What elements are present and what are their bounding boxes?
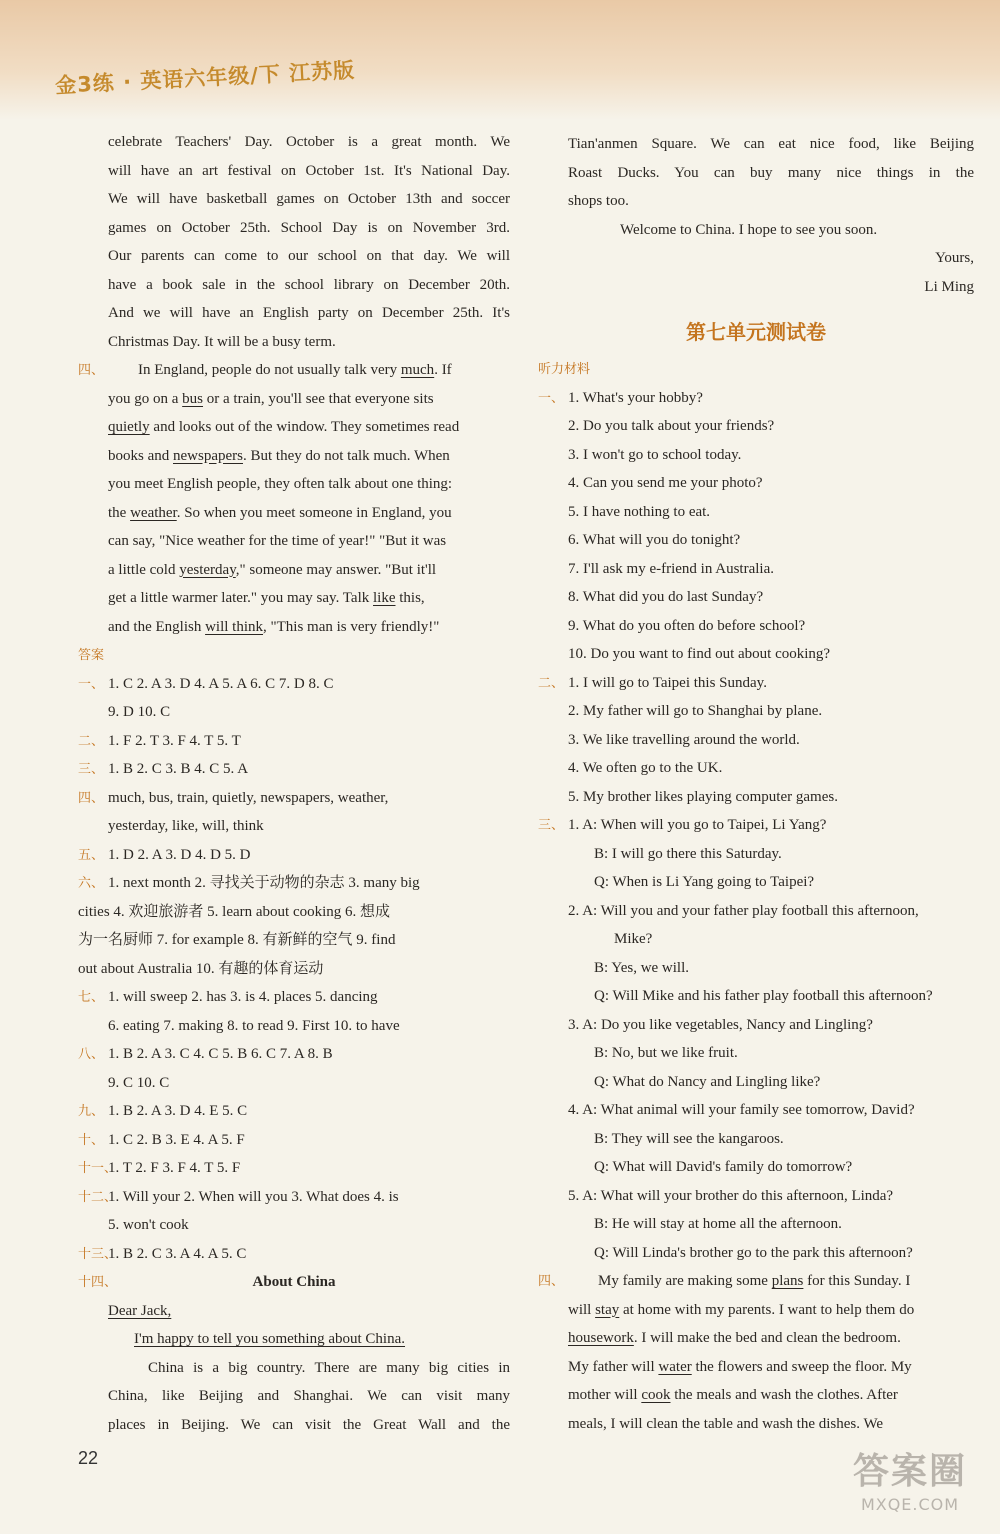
section-marker: 四、	[78, 363, 105, 378]
passage-line: meals, I will clean the table and wash the dishes. We	[568, 1415, 884, 1432]
book-title: 金3练 · 英语六年级/下 江苏版	[54, 58, 356, 98]
answer-line: 1. B 2. C 3. B 4. C 5. A	[108, 761, 249, 777]
listening-item: 1. I will go to Taipei this Sunday.	[568, 674, 767, 691]
answer-line: 1. D 2. A 3. D 4. D 5. D	[108, 846, 251, 863]
dialogue-line: A: Do you like vegetables, Nancy and Lingling?	[582, 1016, 873, 1033]
essay-salutation: Dear Jack,	[108, 1302, 172, 1319]
intro-paragraph	[78, 128, 510, 356]
header-band	[0, 0, 1000, 120]
section-marker: 一、	[538, 390, 565, 406]
listening-item: 4. We often go to the UK.	[568, 760, 723, 776]
answer-line: yesterday, like, will, think	[108, 818, 264, 834]
dialogue-line: B: I will go there this Saturday.	[594, 845, 782, 862]
text-line: Our parents can come to our school on that day. We will	[108, 248, 510, 264]
dialogue-line: Q: What will David's family do tomorrow?	[594, 1159, 853, 1175]
essay-line: shops too.	[568, 193, 629, 209]
essay-line: China, like Beijing and Shanghai. We can visit many	[108, 1388, 510, 1404]
dialogue-line: Q: Will Mike and his father play football this afternoon?	[594, 988, 933, 1004]
passage-line: you go on a bus or a train, you'll see that everyone sits	[108, 390, 434, 407]
listening-item: 4. Can you send me your photo?	[568, 475, 763, 491]
passage-line: can say, "Nice weather for the time of year!" "But it was	[108, 533, 447, 549]
passage-line: quietly and looks out of the window. They sometimes read	[108, 419, 460, 435]
dialogue-line: A: When will you go to Taipei, Li Yang?	[582, 817, 827, 833]
dialogue-line: B: No, but we like fruit.	[594, 1045, 738, 1061]
essay-line: Roast Ducks. You can buy many nice things in the	[568, 164, 974, 181]
essay-line: Tian'anmen Square. We can eat nice food, like Beijing	[568, 136, 974, 152]
dialogue-line: Q: Will Linda's brother go to the park this afternoon?	[594, 1244, 913, 1261]
watermark-logo: 答案圈 MXQE.COM	[852, 1451, 967, 1514]
unit-test-title: 第七单元测试卷	[686, 320, 826, 344]
listening-item: 3. We like travelling around the world.	[568, 731, 800, 748]
text-line: And we will have an English party on December 25th. It's	[108, 305, 510, 321]
answer-line: 1. B 2. A 3. D 4. E 5. C	[108, 1103, 248, 1119]
page-number: 22	[78, 1448, 99, 1468]
passage-line: a little cold yesterday," someone may answer. "But it'll	[108, 561, 437, 578]
text-line: celebrate Teachers' Day. October is a great month. We	[108, 134, 510, 150]
answer-line: 9. D 10. C	[108, 704, 171, 720]
answer-line: 1. will sweep 2. has 3. is 4. places 5. dancing	[108, 989, 378, 1005]
answer-line: 5. won't cook	[108, 1217, 189, 1233]
passage-line: mother will cook the meals and wash the clothes. After	[568, 1387, 898, 1403]
answer-line: 6. eating 7. making 8. to read 9. First 10. to have	[108, 1017, 400, 1034]
answer-line: 1. B 2. C 3. A 4. A 5. C	[108, 1245, 247, 1262]
listening-item: 8. What did you do last Sunday?	[568, 589, 764, 605]
passage-line: books and newspapers. But they do not talk much. When	[108, 447, 450, 464]
dialogue-line: A: Will you and your father play football this afternoon,	[582, 902, 919, 919]
essay-line: China is a big country. There are many big cities in	[148, 1359, 510, 1376]
essay-sign-yours: Yours,	[935, 250, 974, 266]
text-line: games on October 25th. School Day is on November 3rd.	[108, 219, 510, 236]
right-column	[538, 130, 974, 1438]
answer-line: 1. C 2. B 3. E 4. A 5. F	[108, 1131, 245, 1148]
dialogue-line: Q: What do Nancy and Lingling like?	[594, 1073, 821, 1090]
answer-line: 1. Will your 2. When will you 3. What does 4. is	[108, 1188, 399, 1205]
dialogue-line: B: Yes, we will.	[594, 959, 690, 976]
listening-item: 10. Do you want to find out about cooking?	[568, 646, 831, 662]
answer-line: cities 4. 欢迎旅游者 5. learn about cooking 6. 想成	[78, 903, 391, 920]
text-line: Christmas Day. It will be a busy term.	[108, 333, 336, 350]
essay-line: places in Beijing. We can visit the Great Wall and the	[108, 1416, 510, 1433]
answer-line: 1. next month 2. 寻找关于动物的杂志 3. many big	[108, 875, 420, 891]
essay-intro: I'm happy to tell you something about China.	[134, 1331, 406, 1347]
passage-line: and the English will think, "This man is very friendly!"	[108, 618, 440, 635]
listening-part-2	[538, 669, 974, 812]
essay-closing: Welcome to China. I hope to see you soon.	[620, 221, 878, 238]
dialogue-line: Q: When is Li Yang going to Taipei?	[594, 874, 815, 890]
answer-line: out about Australia 10. 有趣的体育运动	[78, 960, 324, 977]
essay-title: About China	[252, 1274, 336, 1290]
section-marker: 二、	[538, 675, 565, 691]
listening-item: 7. I'll ask my e-friend in Australia.	[568, 560, 774, 577]
dialogue-line: B: They will see the kangaroos.	[594, 1130, 784, 1147]
left-column	[78, 128, 510, 1439]
listening-item: 1. What's your hobby?	[568, 389, 703, 406]
listening-part-1	[538, 384, 974, 669]
answer-line: 1. C 2. A 3. D 4. A 5. A 6. C 7. D 8. C	[108, 675, 334, 692]
answer-line: 1. T 2. F 3. F 4. T 5. F	[108, 1160, 241, 1176]
passage-line: will stay at home with my parents. I want to help them do	[568, 1301, 915, 1318]
dialogue-line: Mike?	[614, 931, 653, 947]
listening-label: 听力材料	[538, 362, 591, 377]
answer-line: 1. B 2. A 3. C 4. C 5. B 6. C 7. A 8. B	[108, 1046, 333, 1062]
answers-label: 答案	[78, 648, 105, 663]
listening-item: 2. Do you talk about your friends?	[568, 418, 775, 434]
listening-part-4	[538, 1267, 974, 1438]
section-marker: 十四、	[78, 1275, 118, 1290]
text-line: have a book sale in the school library on December 20th.	[108, 276, 510, 293]
text-line: will have an art festival on October 1st. It's National Day.	[108, 162, 510, 179]
dialogue-line: A: What will your brother do this afternoon, Linda?	[582, 1187, 894, 1204]
passage-line: housework. I will make the bed and clean the bedroom.	[568, 1330, 901, 1346]
listening-item: 2. My father will go to Shanghai by plane.	[568, 703, 823, 719]
answer-line: much, bus, train, quietly, newspapers, weather,	[108, 789, 389, 806]
listening-item: 5. My brother likes playing computer games.	[568, 788, 838, 805]
listening-item: 3. I won't go to school today.	[568, 446, 742, 463]
section-marker: 四、	[538, 1274, 565, 1289]
text-line: We will have basketball games on October 13th and soccer	[108, 191, 510, 207]
passage-line: the weather. So when you meet someone in England, you	[108, 504, 452, 521]
listening-item: 6. What will you do tonight?	[568, 532, 741, 548]
passage-line: My family are making some plans for this Sunday. I	[598, 1273, 911, 1289]
dialogue-line: B: He will stay at home all the afternoon.	[594, 1216, 842, 1232]
dialogue-line: A: What animal will your family see tomorrow, David?	[582, 1102, 915, 1118]
answer-line: 1. F 2. T 3. F 4. T 5. T	[108, 732, 241, 749]
listening-passage	[78, 356, 510, 641]
passage-line: In England, people do not usually talk very much. If	[138, 362, 452, 378]
listening-item: 9. What do you often do before school?	[568, 617, 806, 634]
section-marker: 三、	[538, 818, 565, 833]
answer-line: 9. C 10. C	[108, 1074, 170, 1091]
listening-part-3: 三、 1. A: When will you go to Taipei, Li Yang? B: I will go there this Saturday. Q: When is Li Yang going to Taipei? 2. A: Will you and your father play football this afternoon, Mike? B: Yes, we will. Q: Will Mike and his father play football this afternoon? 3. A: Do you like vegetables, Nancy and Lingling? B: No, but we like fruit. Q: What do Nancy and Lingling like? 4. A: What animal will your family see tomorrow, David? B: They will see the kangaroos. Q: What will David's family do tomorrow? 5. A: What will your brother do this afternoon, Linda? B: He will stay at home all the afternoon. Q: Will Linda's brother go to the park this afternoon?	[538, 811, 974, 1267]
answer-key: 一、 1. C 2. A 3. D 4. A 5. A 6. C 7. D 8. C 9. D 10. C 二、 1. F 2. T 3. F 4. T 5. T 三、 1. B 2. C 3. B 4. C 5. A 四、 much, bus, train, quietly, newspapers, weather, yesterday, like, will, think 五、 1. D 2. A 3. D 4. D 5. D 六、 1. next month 2. 寻找关于动物的杂志 3. many big cities 4. 欢迎旅游者 5. learn about cooking 6. 想成 为一名厨师 7. for example 8. 有新鲜的空气 9. find out about Australia 10. 有趣的体育运动 七、 1. will sweep 2. has 3. is 4. places 5. dancing 6. eating 7. making 8. to read 9. First 10. to have 八、 1. B 2. A 3. C 4. C 5. B 6. C 7. A 8. B 9. C 10. C 九、 1. B 2. A 3. D 4. E 5. C 十、 1. C 2. B 3. E 4. A 5. F 十一、1. T 2. F 3. F 4. T 5. F 十二、1. Will your 2. When will you 3. What does 4. is 5. won't cook 十三、1. B 2. C 3. A 4. A 5. C	[78, 675, 420, 1262]
listening-item: 5. I have nothing to eat.	[568, 503, 711, 520]
passage-line: you meet English people, they often talk about one thing:	[108, 476, 453, 492]
answer-line: 为一名厨师 7. for example 8. 有新鲜的空气 9. find	[78, 932, 396, 948]
passage-line: get a little warmer later." you may say. Talk like this,	[108, 590, 425, 606]
essay-sign-name: Li Ming	[924, 278, 974, 295]
passage-line: My father will water the flowers and sweep the floor. My	[568, 1358, 912, 1375]
